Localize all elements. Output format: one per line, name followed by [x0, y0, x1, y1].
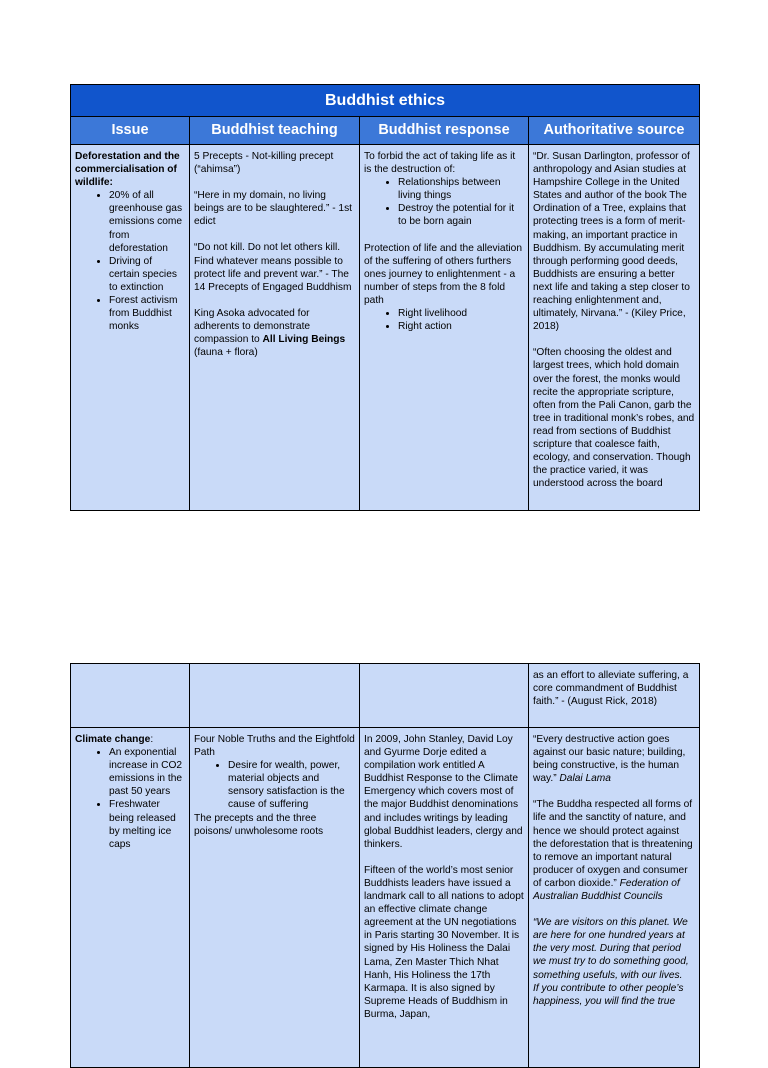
- empty-cell: [360, 664, 529, 728]
- list-item: • Forest activism from Buddhist monks: [109, 294, 185, 333]
- header-row: [71, 117, 700, 145]
- buddhist-ethics-table-continued: [70, 663, 700, 1068]
- source-continuation: as an effort to alleviate suffering, a core commandment of Buddhist faith.” - (August Rick, 2018): [529, 664, 700, 728]
- list-item: • Right action: [398, 320, 524, 333]
- table-row: [71, 145, 700, 511]
- source-cell: [529, 728, 700, 1068]
- response-paragraph: In 2009, John Stanley, David Loy and Gyurme Dorje edited a compilation work entitled A Buddhist Response to the Climate Emergency which covers most of the major Buddhist denominations and includes writings by leading global Buddhist leaders, clergy and thinkers.: [364, 734, 523, 850]
- teaching-paragraph: “Here in my domain, no living beings are to be slaughtered.” - 1st edict: [194, 190, 353, 228]
- source-paragraph: “We are visitors on this planet. We are here for one hundred years at the very most. During that period we must try to do something good, something usefuls, with our lives. If you contribute to other people’s happiness, you will find the true: [533, 917, 689, 1007]
- table-row: [71, 728, 700, 1068]
- buddhist-ethics-table: [70, 84, 700, 511]
- source-paragraph: “The Buddha respected all forms of life and the sanctity of nature, and hence we should protect against the deforestation that is threatening to remove an important natural producer of oxygen and consumer of carbon dioxide.” Federation of Australian Buddhist Councils: [533, 799, 693, 903]
- list-item: • Desire for wealth, power, material objects and sensory satisfaction is the cause of suffering: [228, 759, 355, 811]
- teaching-cell: [190, 145, 360, 511]
- issue-title: Climate change: [75, 734, 151, 745]
- response-paragraph: Protection of life and the alleviation of the suffering of others furthers ones journey to enlightenment - a number of steps from the 8 fold path: [364, 242, 523, 306]
- response-cell: [360, 728, 529, 1068]
- response-paragraph: To forbid the act of taking life as it is the destruction of:: [364, 151, 516, 176]
- header-teaching: Buddhist teaching: [190, 117, 360, 145]
- list-item: • Relationships between living things: [398, 176, 524, 202]
- list-item: • Freshwater being released by melting ice caps: [109, 798, 185, 850]
- response-cell: [360, 145, 529, 511]
- teaching-paragraph: King Asoka advocated for adherents to demonstrate compassion to All Living Beings (fauna + flora): [194, 307, 346, 359]
- issue-cell: [71, 145, 190, 511]
- teaching-paragraph: “Do not kill. Do not let others kill. Find whatever means possible to protect life and prevent war.” - The 14 Precepts of Engaged Buddhism: [194, 242, 352, 293]
- teaching-paragraph: 5 Precepts - Not-killing precept (“ahimsa”): [194, 151, 334, 176]
- header-response: Buddhist response: [360, 117, 529, 145]
- table-title: Buddhist ethics: [71, 85, 700, 117]
- list-item: • Right livelihood: [398, 307, 524, 320]
- list-item: • An exponential increase in CO2 emissions in the past 50 years: [109, 746, 185, 798]
- list-item: • Driving of certain species to extinction: [109, 255, 185, 294]
- issue-title: Deforestation and the commercialisation of wildlife:: [75, 151, 180, 189]
- teaching-paragraph: Four Noble Truths and the Eightfold Path: [194, 734, 355, 759]
- source-cell: [529, 145, 700, 511]
- empty-cell: [190, 664, 360, 728]
- source-paragraph: “Every destructive action goes against our basic nature; building, being constructive, is the human way.” Dalai Lama: [533, 734, 686, 785]
- header-source: Authoritative source: [529, 117, 700, 145]
- header-issue: Issue: [71, 117, 190, 145]
- table-row: [71, 664, 700, 728]
- teaching-paragraph: The precepts and the three poisons/ unwholesome roots: [194, 812, 324, 837]
- empty-cell: [71, 664, 190, 728]
- source-paragraph: “Dr. Susan Darlington, professor of anthropology and Asian studies at Hampshire College in the United States and author of the book The Ordination of a Tree, explains that protecting trees is a form of merit-making, an important practice in Buddhism. By accumulating merit through performing good deeds, Buddhists are ensuring a better next life and taking a step closer to reaching enlightenment and, ultimately, Nirvana.” - (Kiley Price, 2018): [533, 151, 690, 333]
- issue-cell: Climate change: • An exponential increase in CO2 emissions in the past 50 years • Freshwater being released by melting ice caps: [71, 728, 190, 1068]
- list-item: • 20% of all greenhouse gas emissions come from deforestation: [109, 189, 185, 254]
- list-item: • Destroy the potential for it to be born again: [398, 202, 524, 228]
- source-paragraph: “Often choosing the oldest and largest trees, which hold domain over the forest, the monks would recite the appropriate scripture, often from the Pali Canon, garb the tree in traditional monk’s robes, and read from sections of Buddhist scripture that coalesce faith, ecology, and conservation. Though the practice varied, it was understood across the board: [533, 347, 695, 490]
- response-paragraph: Fifteen of the world’s most senior Buddhists leaders have issued a landmark call to all nations to adopt an effective climate change agreement at the UN negotiations in Paris starting 30 November. It is signed by His Holiness the Dalai Lama, Zen Master Thich Nhat Hanh, His Holiness the 17th Karmapa. It is also signed by Supreme Heads of Buddhism in Burma, Japan,: [364, 864, 524, 1020]
- teaching-cell: [190, 728, 360, 1068]
